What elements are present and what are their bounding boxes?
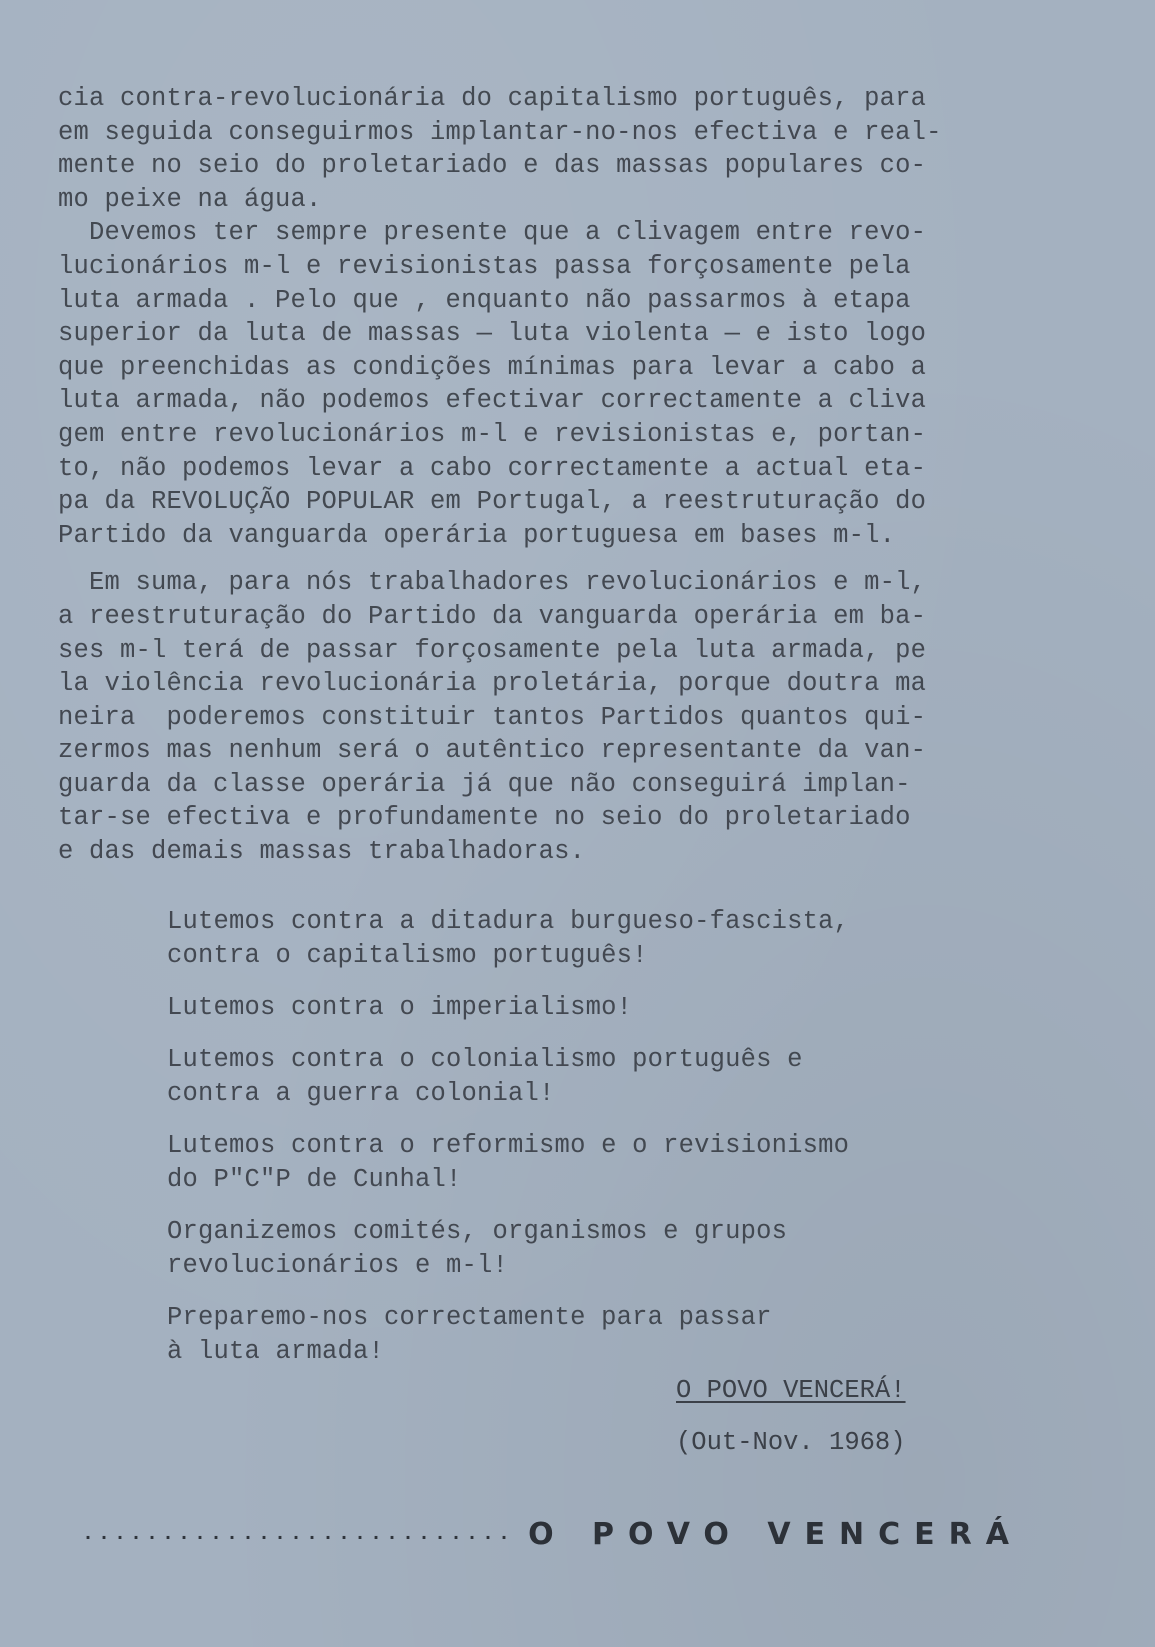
text-line: em seguida conseguirmos implantar-no-nos efectiva e real- [58, 117, 942, 147]
text-line: zermos mas nenhum será o autêntico representante da van- [58, 736, 927, 766]
slogan [167, 1301, 967, 1369]
text-line: la violência revolucionária proletária, porque doutra ma [58, 669, 927, 699]
slogan-line: do P"C"P de Cunhal! [167, 1165, 462, 1194]
closing-block [676, 1374, 976, 1460]
text-line: neira poderemos constituir tantos Partidos quantos qui- [58, 702, 927, 732]
slogan [167, 1043, 967, 1111]
slogan-list [167, 905, 967, 1387]
text-line: to, não podemos levar a cabo correctamente a actual eta- [58, 453, 927, 483]
text-line: ses m-l terá de passar forçosamente pela luta armada, pe [58, 635, 927, 665]
slogan-line: à luta armada! [167, 1337, 385, 1366]
paragraph-gap [58, 552, 1038, 566]
text-line: Partido da vanguarda operária portuguesa em bases m-l. [58, 520, 896, 550]
slogan-line: Preparemo-nos correctamente para passar [167, 1303, 772, 1332]
text-line: pa da REVOLUÇÃO POPULAR em Portugal, a reestruturação do [58, 487, 927, 517]
footer-banner [82, 1514, 1082, 1554]
slogan-line: revolucionários e m-l! [167, 1251, 509, 1280]
text-line: Em suma, para nós trabalhadores revolucionários e m-l, [58, 568, 927, 598]
text-line: luta armada, não podemos efectivar correctamente a cliva [58, 386, 927, 416]
text-line: cia contra-revolucionária do capitalismo português, para [58, 84, 927, 113]
text-line: mo peixe na água. [58, 184, 322, 214]
text-line: Devemos ter sempre presente que a clivagem entre revo- [58, 218, 927, 248]
text-line: que preenchidas as condições mínimas para levar a cabo a [58, 352, 927, 382]
footer-title: O POVO VENCERÁ [528, 1516, 1023, 1552]
text-line: mente no seio do proletariado e das massas populares co- [58, 151, 927, 181]
text-line: luta armada . Pelo que , enquanto não passarmos à etapa [58, 285, 911, 315]
text-line: gem entre revolucionários m-l e revisionistas e, portan- [58, 419, 927, 449]
slogan-line: Lutemos contra o imperialismo! [167, 993, 633, 1022]
slogan [167, 1129, 967, 1197]
slogan-line: Lutemos contra o colonialismo português e [167, 1045, 803, 1074]
slogan-line: Lutemos contra a ditadura burgueso-fascista, [167, 907, 850, 936]
text-line: lucionários m-l e revisionistas passa forçosamente pela [58, 251, 911, 281]
text-line: guarda da classe operária já que não conseguirá implan- [58, 769, 911, 799]
slogan [167, 991, 967, 1025]
slogan-line: contra o capitalismo português! [167, 941, 648, 970]
document-date: (Out-Nov. 1968) [676, 1428, 906, 1457]
footer-dots: ........................... [82, 1522, 515, 1546]
text-line: e das demais massas trabalhadoras. [58, 837, 586, 867]
slogan-line: Organizemos comités, organismos e grupos [167, 1217, 788, 1246]
text-line: superior da luta de massas — luta violenta — e isto logo [58, 319, 927, 349]
text-line: tar-se efectiva e profundamente no seio do proletariado [58, 803, 911, 833]
text-line: a reestruturação do Partido da vanguarda operária em ba- [58, 601, 927, 631]
body-text [58, 82, 1038, 869]
slogan [167, 1215, 967, 1283]
slogan [167, 905, 967, 973]
slogan-line: Lutemos contra o reformismo e o revisionismo [167, 1131, 850, 1160]
closing-slogan: O POVO VENCERÁ! [676, 1376, 906, 1405]
slogan-line: contra a guerra colonial! [167, 1079, 555, 1108]
